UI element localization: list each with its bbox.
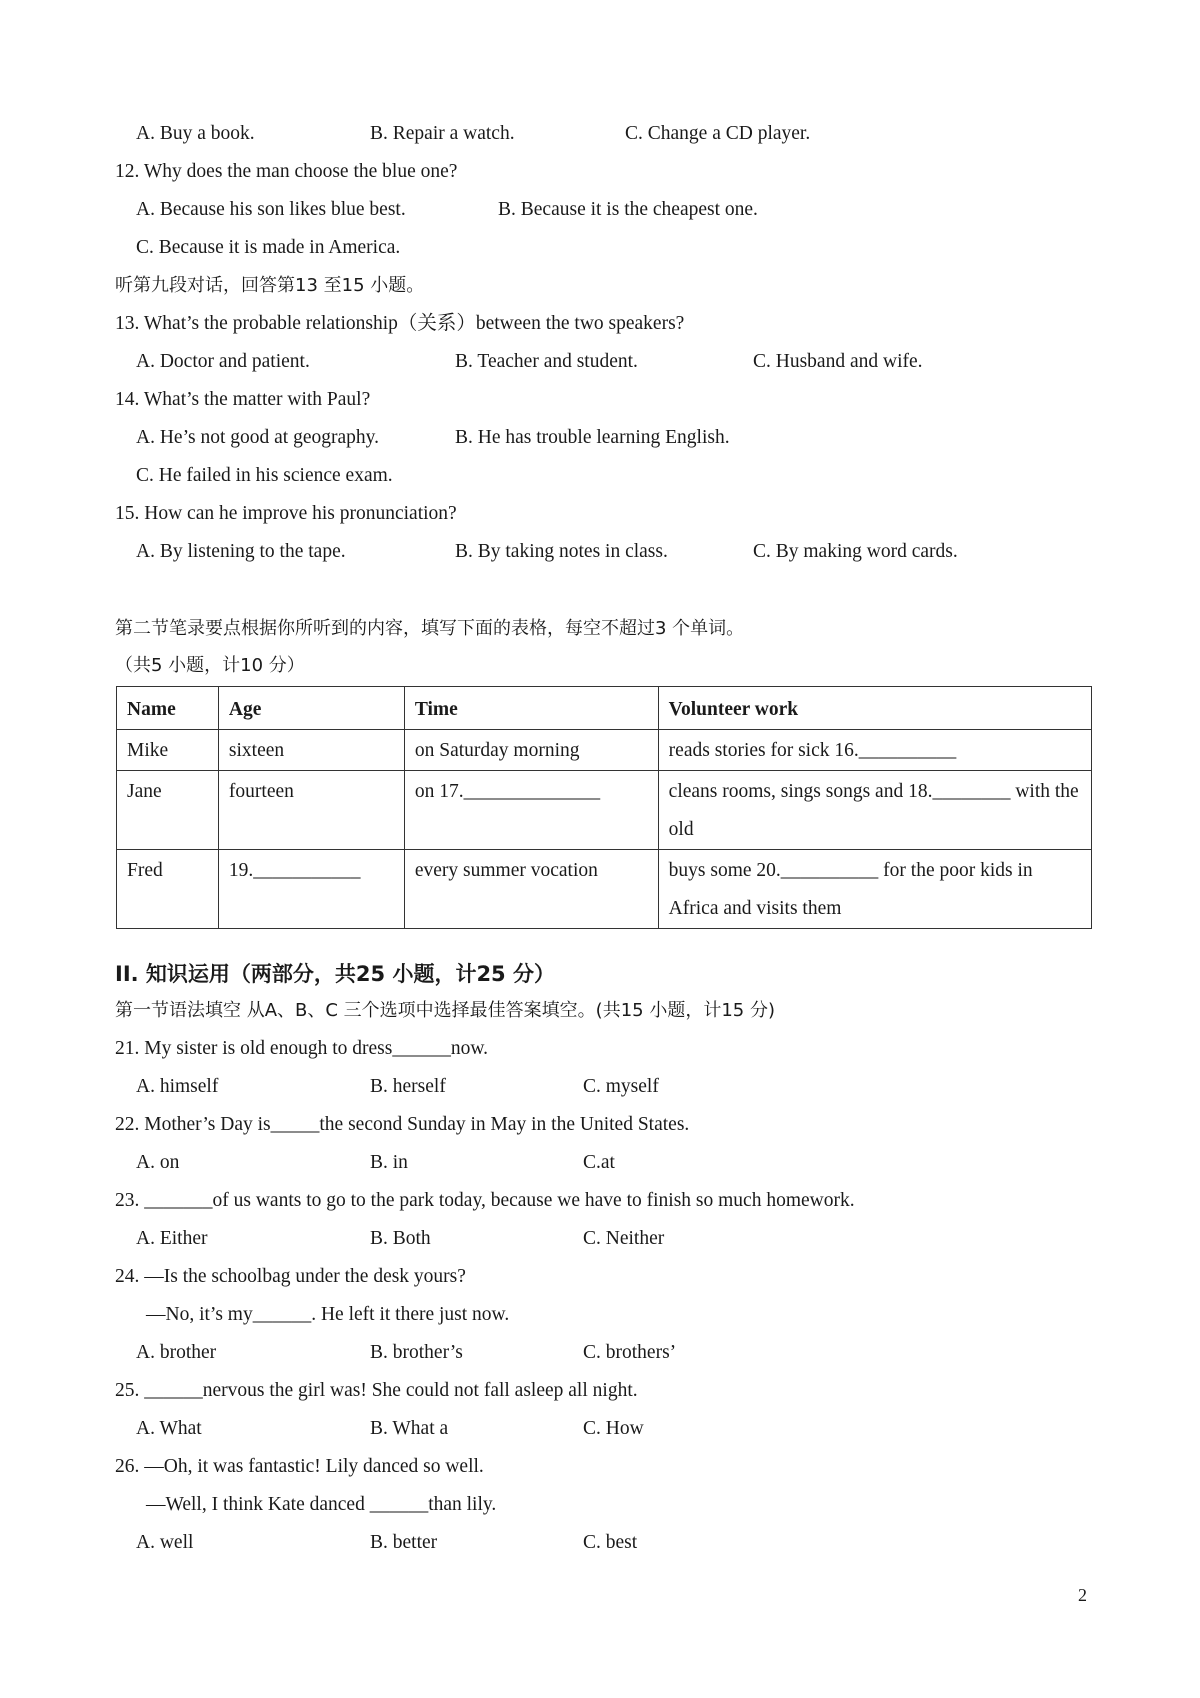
q12-option-c: C. Because it is made in America. — [136, 237, 401, 258]
q13-option-c: C. Husband and wife. — [753, 351, 923, 372]
q14-option-b: B. He has trouble learning English. — [455, 427, 730, 448]
cell-volunteer-work: reads stories for sick 16.__________ — [658, 730, 1091, 771]
table-row — [117, 771, 1092, 850]
cell-age: 19.___________ — [218, 850, 404, 929]
cell-name: Mike — [117, 730, 219, 771]
q13-option-b: B. Teacher and student. — [455, 351, 638, 372]
q22-option-b: B. in — [370, 1152, 408, 1173]
q26-option-b: B. better — [370, 1532, 438, 1553]
q25-option-a: A. What — [136, 1418, 202, 1439]
grammar-instruction: 第一节语法填空 从A、B、C 三个选项中选择最佳答案填空。(共15 小题，计15 分) — [115, 1000, 775, 1021]
note-section-score: （共5 小题，计10 分） — [115, 655, 305, 676]
notes-table — [116, 686, 1092, 929]
q24-stem-reply: —No, it’s my______. He left it there just now. — [146, 1304, 510, 1325]
cell-volunteer-work: buys some 20.__________ for the poor kids in Africa and visits them — [658, 850, 1091, 929]
q26-stem-reply: —Well, I think Kate danced ______than lily. — [146, 1494, 497, 1515]
dialogue9-instruction: 听第九段对话，回答第13 至15 小题。 — [115, 275, 425, 296]
q12-option-a: A. Because his son likes blue best. — [136, 199, 406, 220]
q15-option-c: C. By making word cards. — [753, 541, 958, 562]
cell-age: sixteen — [218, 730, 404, 771]
q25-option-c: C. How — [583, 1418, 644, 1439]
q15-stem: 15. How can he improve his pronunciation? — [115, 503, 457, 524]
q22-option-a: A. on — [136, 1152, 180, 1173]
cell-volunteer-work: cleans rooms, sings songs and 18.________ with the old — [658, 771, 1091, 850]
q24-stem: 24. —Is the schoolbag under the desk yours? — [115, 1266, 466, 1287]
q11-option-a: A. Buy a book. — [136, 123, 255, 144]
q24-option-a: A. brother — [136, 1342, 217, 1363]
q22-stem: 22. Mother’s Day is_____the second Sunday in May in the United States. — [115, 1114, 690, 1135]
q13-option-a: A. Doctor and patient. — [136, 351, 310, 372]
q23-option-b: B. Both — [370, 1228, 431, 1249]
q26-option-a: A. well — [136, 1532, 194, 1553]
cell-time: on Saturday morning — [404, 730, 658, 771]
part2-heading: II. 知识运用（两部分，共25 小题，计25 分） — [115, 962, 555, 986]
q14-stem: 14. What’s the matter with Paul? — [115, 389, 371, 410]
q23-option-c: C. Neither — [583, 1228, 665, 1249]
cell-time: every summer vocation — [404, 850, 658, 929]
q15-option-a: A. By listening to the tape. — [136, 541, 346, 562]
page-number: 2 — [1078, 1585, 1087, 1605]
q21-option-c: C. myself — [583, 1076, 659, 1097]
q25-option-b: B. What a — [370, 1418, 449, 1439]
table-row — [117, 850, 1092, 929]
header-name: Name — [117, 687, 219, 730]
q26-option-c: C. best — [583, 1532, 638, 1553]
q24-option-b: B. brother’s — [370, 1342, 463, 1363]
q11-option-c: C. Change a CD player. — [625, 123, 811, 144]
notes-table-header-row — [117, 687, 1092, 730]
q26-stem: 26. —Oh, it was fantastic! Lily danced so well. — [115, 1456, 484, 1477]
q21-option-a: A. himself — [136, 1076, 219, 1097]
header-volunteer-work: Volunteer work — [658, 687, 1091, 730]
header-time: Time — [404, 687, 658, 730]
q12-stem: 12. Why does the man choose the blue one? — [115, 161, 458, 182]
cell-name: Fred — [117, 850, 219, 929]
note-section-instruction: 第二节笔录要点根据你所听到的内容，填写下面的表格，每空不超过3 个单词。 — [115, 618, 745, 639]
q14-option-a: A. He’s not good at geography. — [136, 427, 379, 448]
table-row — [117, 730, 1092, 771]
cell-time: on 17.______________ — [404, 771, 658, 850]
q21-option-b: B. herself — [370, 1076, 446, 1097]
cell-age: fourteen — [218, 771, 404, 850]
q13-stem: 13. What’s the probable relationship（关系）between the two speakers? — [115, 313, 685, 334]
q15-option-b: B. By taking notes in class. — [455, 541, 668, 562]
q23-stem: 23. _______of us wants to go to the park today, because we have to finish so much homework. — [115, 1190, 855, 1211]
q23-option-a: A. Either — [136, 1228, 208, 1249]
q21-stem: 21. My sister is old enough to dress______now. — [115, 1038, 489, 1059]
q24-option-c: C. brothers’ — [583, 1342, 677, 1363]
q22-option-c: C.at — [583, 1152, 615, 1173]
q11-option-b: B. Repair a watch. — [370, 123, 515, 144]
q25-stem: 25. ______nervous the girl was! She could not fall asleep all night. — [115, 1380, 638, 1401]
q14-option-c: C. He failed in his science exam. — [136, 465, 393, 486]
cell-name: Jane — [117, 771, 219, 850]
q12-option-b: B. Because it is the cheapest one. — [498, 199, 758, 220]
header-age: Age — [218, 687, 404, 730]
